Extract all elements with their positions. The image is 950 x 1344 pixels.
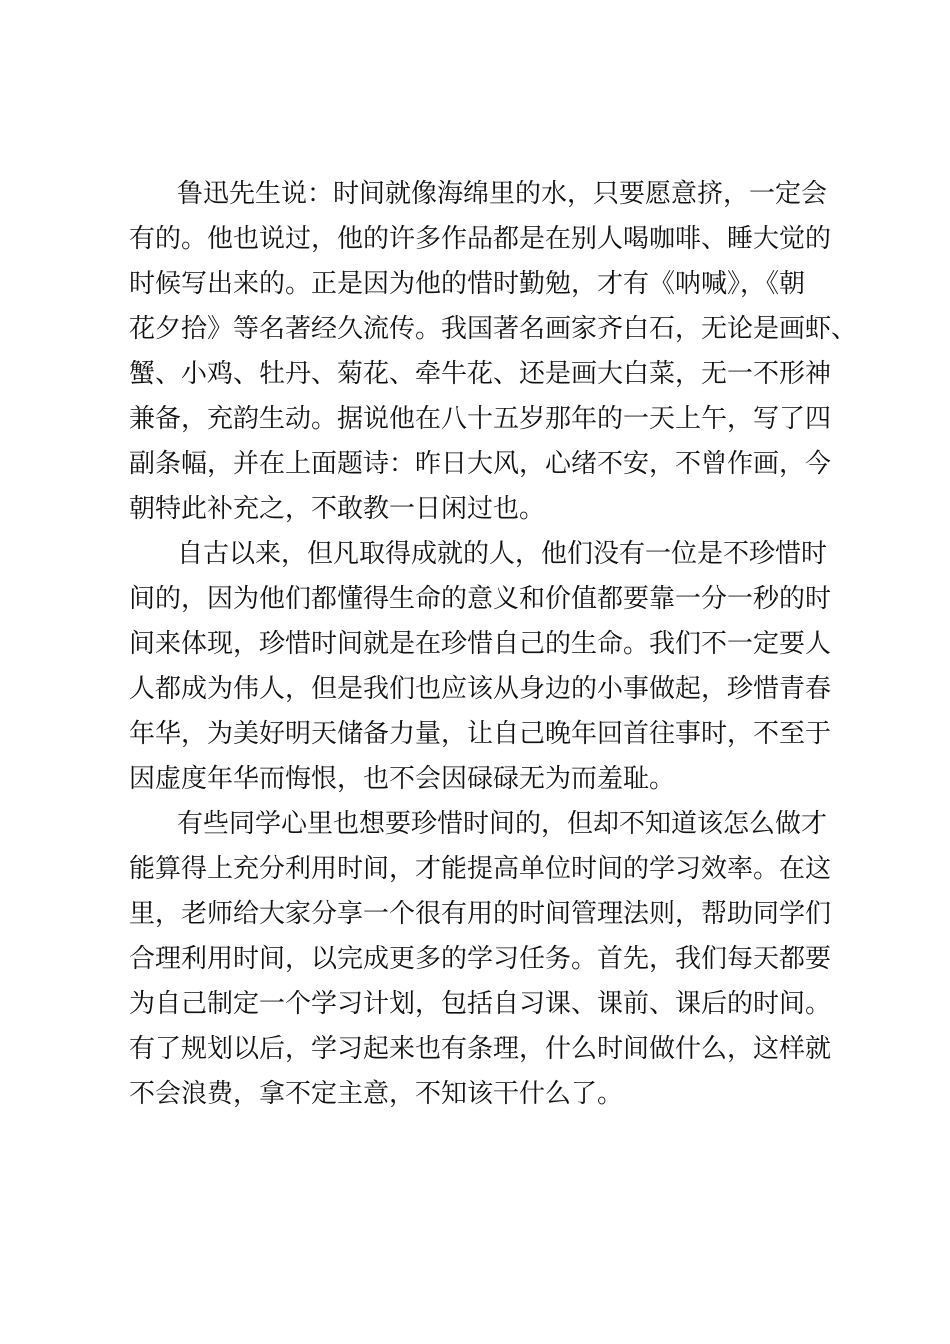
paragraph-2-line-4: 人都成为伟人，但是我们也应该从身边的小事做起，珍惜青春	[129, 674, 832, 704]
paragraph-3-line-5: 为自己制定一个学习计划，包括自习课、课前、课后的时间。	[129, 989, 832, 1019]
paragraph-3-line-3: 里，老师给大家分享一个很有用的时间管理法则，帮助同学们	[129, 899, 832, 929]
paragraph-3-line-6: 有了规划以后，学习起来也有条理，什么时间做什么，这样就	[129, 1034, 832, 1064]
paragraph-2-line-2: 间的，因为他们都懂得生命的意义和价值都要靠一分一秒的时	[129, 584, 832, 614]
paragraph-3-line-7: 不会浪费，拿不定主意，不知该干什么了。	[129, 1079, 624, 1109]
paragraph-1-line-3: 时候写出来的。正是因为他的惜时勤勉，才有《呐喊》，《朝	[129, 269, 806, 299]
paragraph-2-line-3: 间来体现，珍惜时间就是在珍惜自己的生命。我们不一定要人	[129, 629, 832, 659]
paragraph-1-line-2: 有的。他也说过，他的许多作品都是在别人喝咖啡、睡大觉的	[129, 224, 832, 254]
paragraph-2-line-5: 年华，为美好明天储备力量，让自己晚年回首往事时，不至于	[129, 719, 832, 749]
paragraph-1-line-8: 朝特此补充之，不敢教一日闲过也。	[129, 494, 546, 524]
paragraph-3-line-4: 合理利用时间，以完成更多的学习任务。首先，我们每天都要	[129, 944, 832, 974]
paragraph-2-line-1: 自古以来，但凡取得成就的人，他们没有一位是不珍惜时	[177, 539, 828, 569]
paragraph-1-line-1: 鲁迅先生说：时间就像海绵里的水，只要愿意挤，一定会	[177, 179, 828, 209]
paragraph-1-line-5: 蟹、小鸡、牡丹、菊花、牵牛花、还是画大白菜，无一不形神	[129, 359, 832, 389]
paragraph-2-line-6: 因虚度年华而悔恨，也不会因碌碌无为而羞耻。	[129, 764, 676, 794]
paragraph-3-line-2: 能算得上充分利用时间，才能提高单位时间的学习效率。在这	[129, 854, 832, 884]
paragraph-3-line-1: 有些同学心里也想要珍惜时间的，但却不知道该怎么做才	[177, 809, 828, 839]
paragraph-1-line-6: 兼备，充韵生动。据说他在八十五岁那年的一天上午，写了四	[129, 404, 832, 434]
paragraph-1-line-4: 花夕拾》等名著经久流传。我国著名画家齐白石，无论是画虾、	[129, 314, 858, 344]
paragraph-1-line-7: 副条幅，并在上面题诗：昨日大风，心绪不安，不曾作画，今	[129, 449, 832, 479]
